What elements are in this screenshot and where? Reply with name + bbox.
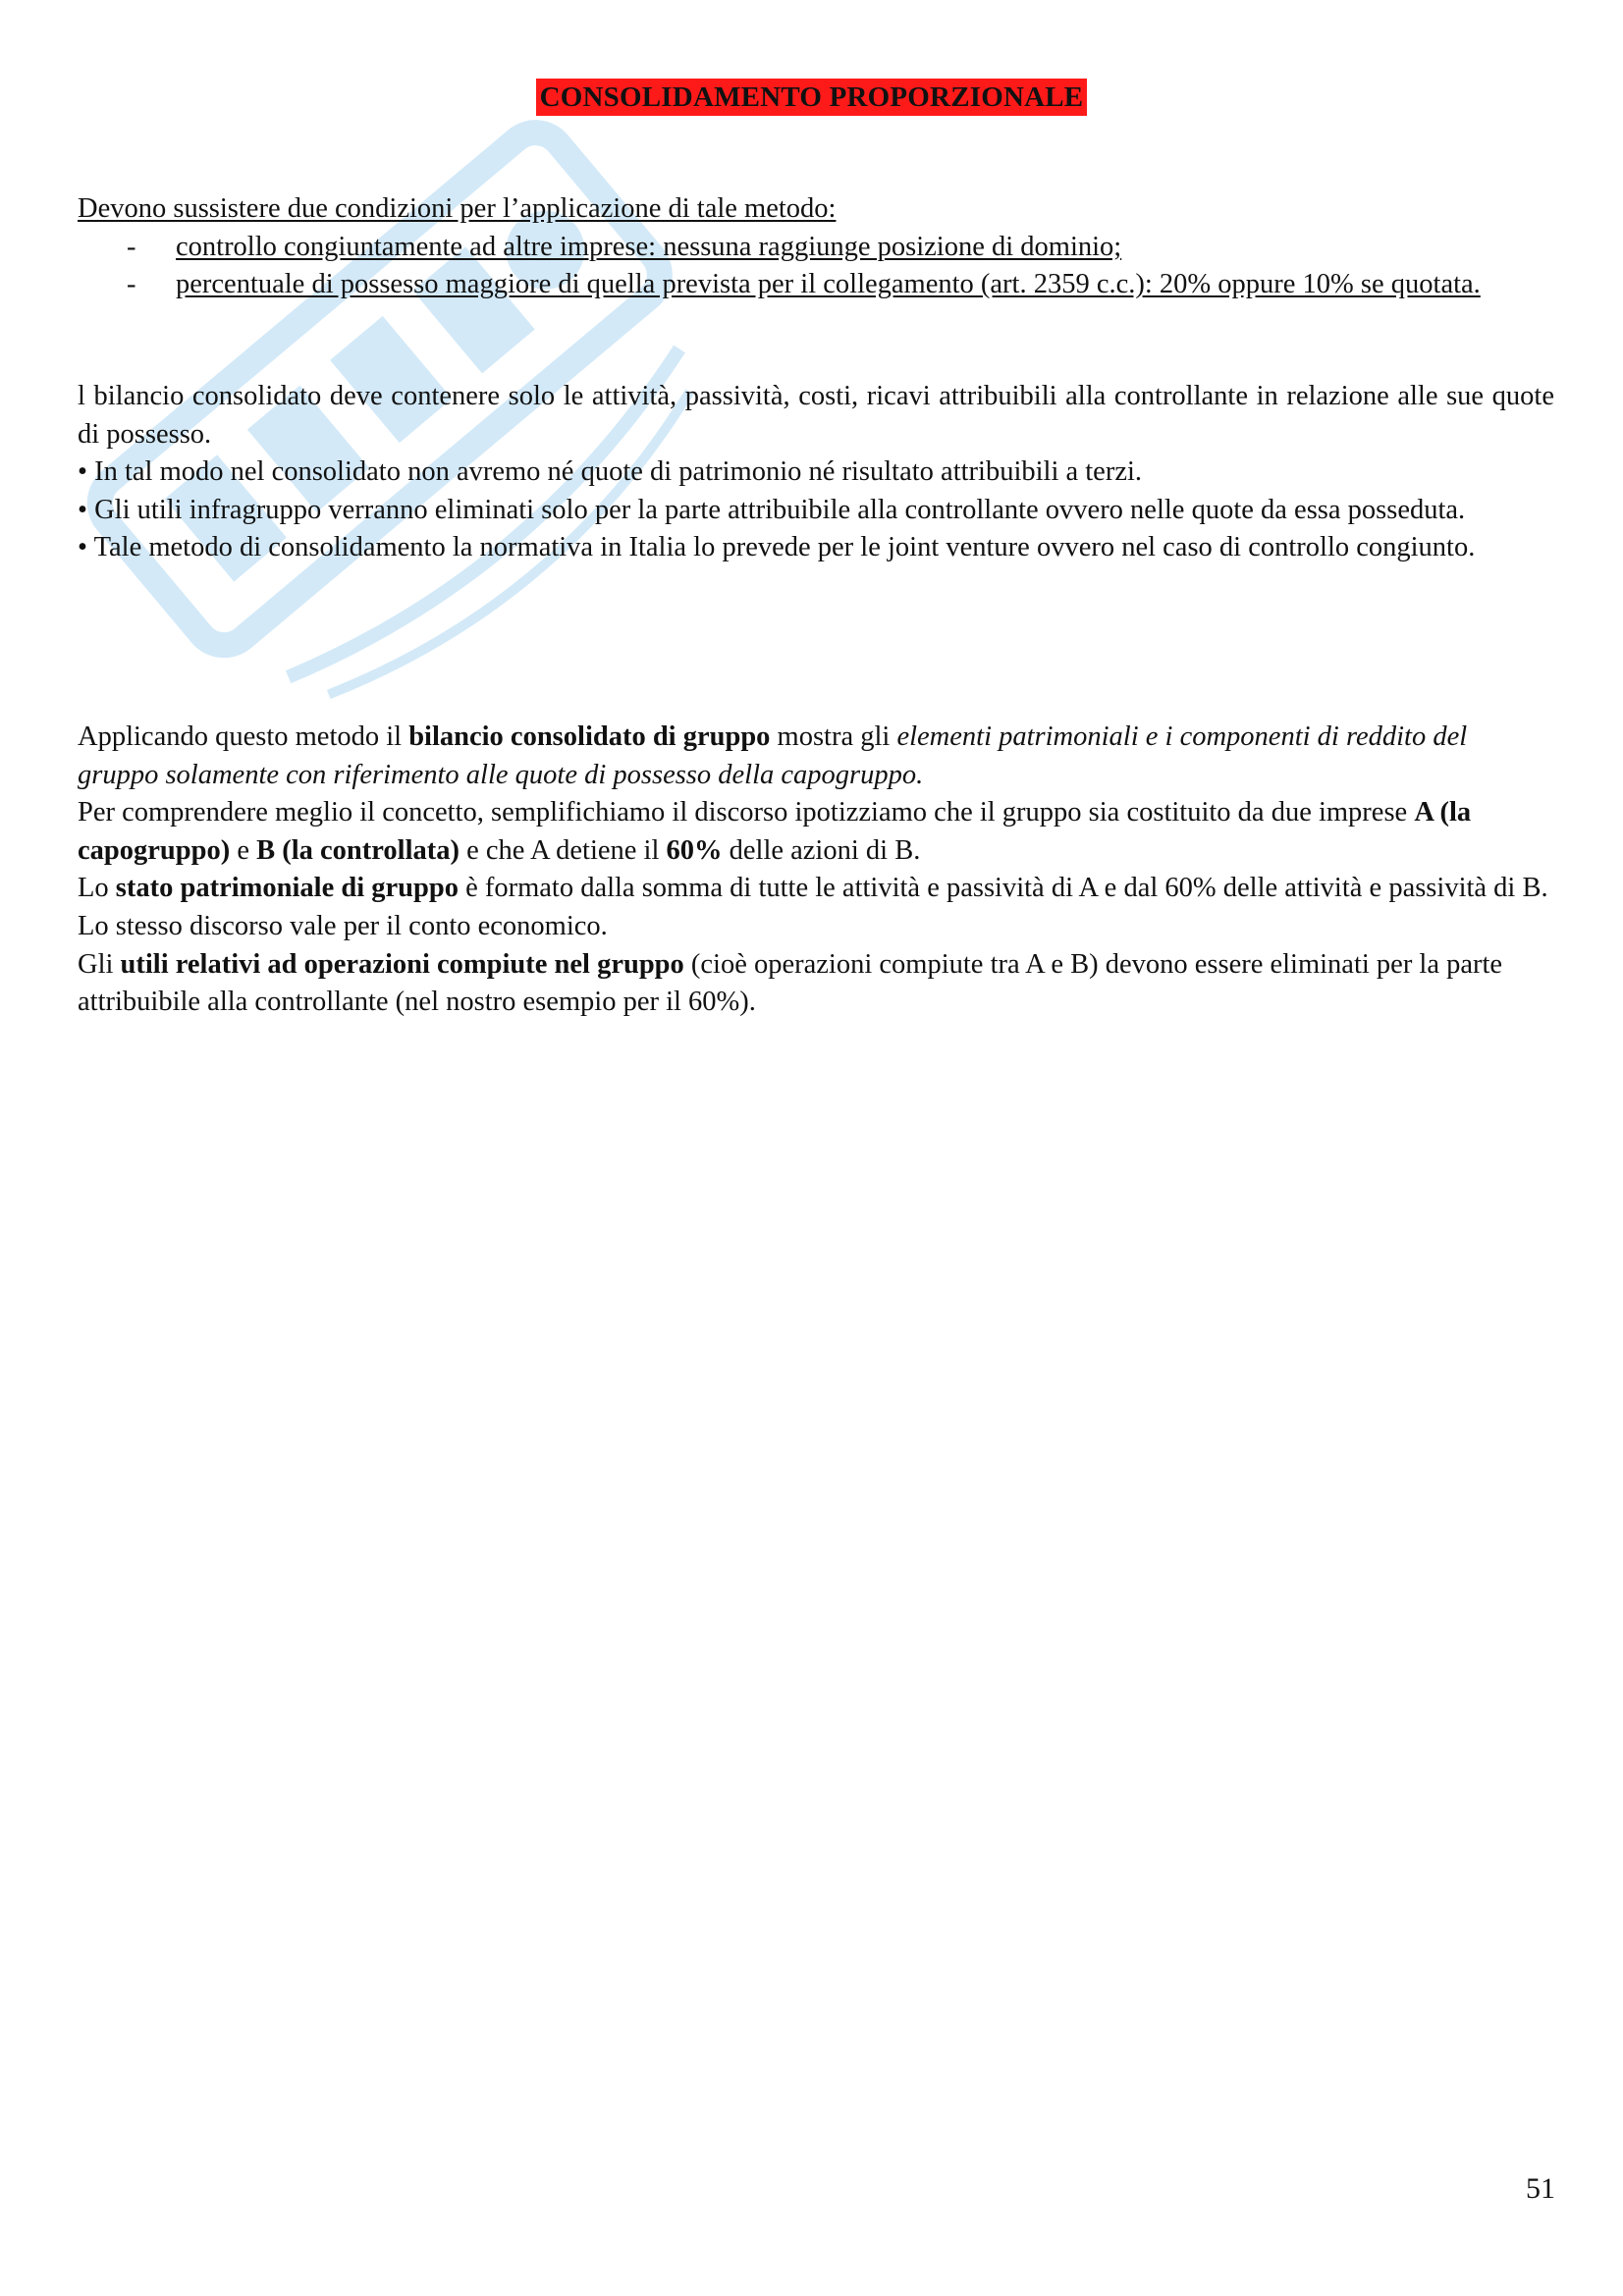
bullet-paragraph: • Tale metodo di consolidamento la normativa in Italia lo prevede per le joint venture ovvero nel caso di controllo congiunto. [78, 532, 1476, 563]
paragraph [78, 794, 1554, 870]
text-run: e che A detiene il [459, 834, 667, 866]
text-run: (cioè operazioni compiute tra A e B) devono essere eliminati per la parte attribuibile alla controllante (nel nostro esempio per il 60%). [78, 948, 1503, 1018]
bold-run: stato patrimoniale di gruppo [115, 873, 459, 904]
bold-run: A (la capogruppo) [78, 797, 1472, 866]
conditions-list [78, 229, 1554, 304]
text-run: mostra gli [770, 721, 897, 752]
dash-bullet: - [127, 269, 136, 300]
bold-run: B (la controllata) [256, 834, 460, 866]
text-run: Gli [78, 948, 121, 980]
text-run: Per comprendere meglio il concetto, semplifichiamo il discorso ipotizziamo che il gruppo sia costituito da due imprese [78, 797, 1415, 828]
text-run: delle azioni di B. [722, 834, 921, 866]
paragraph [78, 870, 1554, 908]
conditions-section [78, 190, 1554, 304]
paragraph [78, 946, 1554, 1022]
text-run: Lo [78, 873, 116, 904]
condition-text: controllo congiuntamente ad altre imprese: nessuna raggiunge posizione di dominio; [176, 231, 1122, 262]
bold-run: bilancio consolidato di gruppo [408, 721, 771, 752]
bullet-paragraph: • In tal modo nel consolidato non avremo né quote di patrimonio né risultato attribuibili a terzi. [78, 456, 1143, 488]
text-run: Applicando questo metodo il [78, 721, 409, 752]
paragraph: Lo stesso discorso vale per il conto economico. [78, 910, 608, 941]
bold-run: 60% [666, 834, 723, 866]
page-title: CONSOLIDAMENTO PROPORZIONALE [536, 79, 1088, 116]
page-number: 51 [1526, 2172, 1555, 2205]
title-container [0, 79, 1623, 116]
list-item [78, 229, 1554, 267]
paragraph: l bilancio consolidato deve contenere solo le attività, passività, costi, ricavi attribuibili alla controllante in relazione alle sue quote di possesso. [78, 381, 1554, 450]
text-run: è formato dalla somma di tutte le attività e passività di A e dal 60% delle attività e passività di B. [458, 873, 1548, 904]
italic-run: elementi patrimoniali e i componenti di reddito del gruppo solamente con riferimento alle quote di possesso della capogruppo. [78, 721, 1468, 790]
bold-run: utili relativi ad operazioni compiute nel gruppo [120, 948, 684, 980]
bullet-paragraph: • Gli utili infragruppo verranno eliminati solo per la parte attribuibile alla controllante ovvero nelle quote da essa posseduta. [78, 494, 1466, 525]
condition-text: percentuale di possesso maggiore di quella prevista per il collegamento (art. 2359 c.c.): 20% oppure 10% se quotata. [176, 269, 1481, 300]
list-item [78, 266, 1554, 304]
example-section [78, 719, 1554, 1022]
rules-section [78, 378, 1554, 567]
text-run: e [230, 834, 257, 866]
dash-bullet: - [127, 231, 136, 262]
conditions-heading: Devono sussistere due condizioni per l’applicazione di tale metodo: [78, 193, 837, 224]
paragraph [78, 719, 1554, 794]
